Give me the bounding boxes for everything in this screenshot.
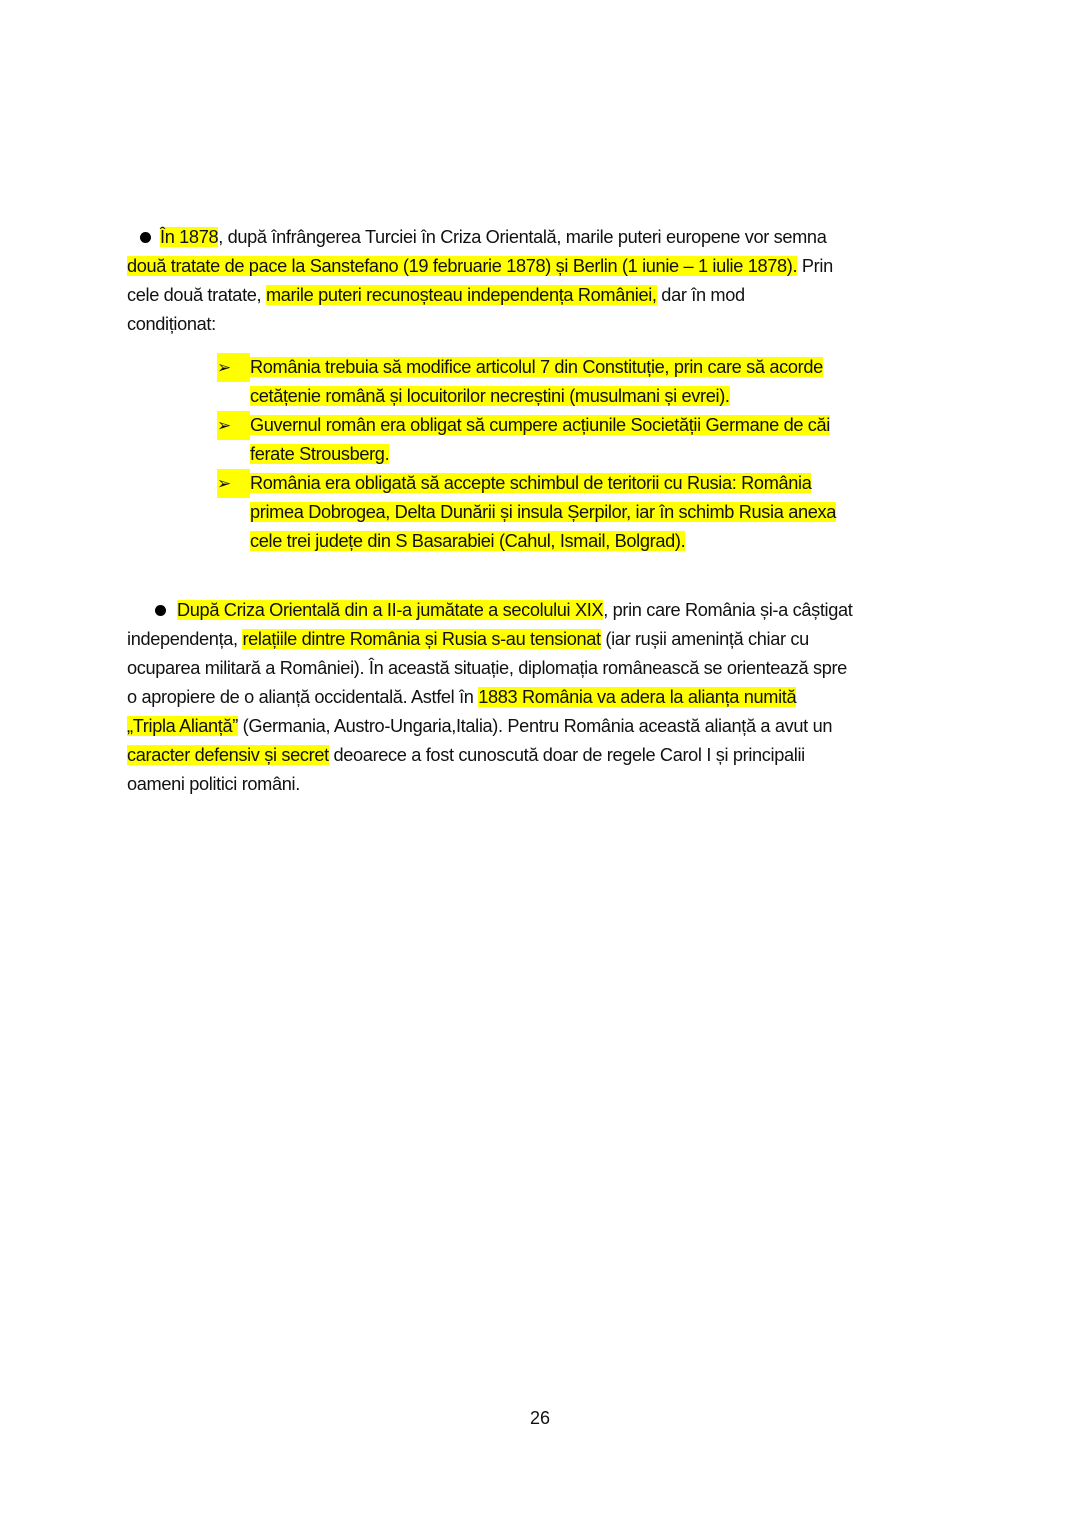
highlighted-text: După Criza Orientală din a II-a jumătate a secolului XIX: [177, 600, 604, 620]
text-span: (Germania, Austro-Ungaria,Italia). Pentru România această alianță a avut un: [237, 716, 833, 736]
text-line: [250, 527, 836, 556]
text-span: dar în mod: [656, 285, 745, 305]
condition-item: [217, 353, 836, 411]
text-line: [127, 596, 852, 625]
highlighted-text: România trebuia să modifice articolul 7 din Constituție, prin care să acorde: [250, 357, 823, 377]
conditions-list: [217, 353, 837, 556]
text-span: condiționat:: [127, 314, 216, 334]
text-span: cele două tratate,: [127, 285, 266, 305]
bullet-dot-icon: [140, 232, 151, 243]
highlighted-text: marile puteri recunoșteau independența României,: [265, 285, 657, 305]
condition-item: [217, 411, 836, 469]
paragraph-treaties: [127, 223, 833, 339]
highlighted-text: ferate Strousberg.: [250, 444, 390, 464]
arrow-bullet-icon: ➢: [217, 469, 250, 498]
bullet-dot-icon: [155, 605, 166, 616]
text-line: [127, 770, 852, 799]
highlighted-text: În 1878: [160, 227, 219, 247]
arrow-bullet-icon: ➢: [217, 353, 250, 382]
text-span: o apropiere de o alianță occidentală. Astfel în: [127, 687, 479, 707]
text-line: [127, 281, 833, 310]
highlighted-text: caracter defensiv și secret: [127, 745, 329, 765]
text-line: [250, 382, 836, 411]
text-span: Prin: [797, 256, 833, 276]
arrow-bullet-icon: ➢: [217, 411, 250, 440]
text-line: [217, 469, 836, 498]
text-span: , după înfrângerea Turciei în Criza Orientală, marile puteri europene vor semna: [218, 227, 827, 247]
text-line: [127, 223, 833, 252]
highlighted-text: cele trei județe din S Basarabiei (Cahul, Ismail, Bolgrad).: [250, 531, 686, 551]
highlighted-text: două tratate de pace la Sanstefano (19 februarie 1878) și Berlin (1 iunie – 1 iulie 1878).: [127, 256, 798, 276]
text-span: oameni politici români.: [127, 774, 300, 794]
highlighted-text: cetățenie română și locuitorilor necreștini (musulmani și evrei).: [250, 386, 730, 406]
text-line: [127, 741, 852, 770]
condition-item: [217, 469, 837, 556]
page-number: 26: [529, 1408, 551, 1428]
text-span: ocuparea militară a României). În această situație, diplomația românească se orientează spre: [127, 658, 847, 678]
highlighted-text: 1883 România va adera la alianța numită: [478, 687, 797, 707]
text-line: [250, 440, 836, 469]
highlighted-text: „Tripla Alianță”: [127, 716, 238, 736]
text-line: [127, 252, 833, 281]
text-line: [127, 712, 852, 741]
text-span: deoarece a fost cunoscută doar de regele Carol I și principalii: [328, 745, 805, 765]
paragraph-triple-alliance: [127, 596, 852, 799]
highlighted-text: relațiile dintre România și Rusia s-au tensionat: [242, 629, 601, 649]
highlighted-text: primea Dobrogea, Delta Dunării și insula Șerpilor, iar în schimb Rusia anexa: [250, 502, 837, 522]
text-span: independența,: [127, 629, 243, 649]
text-line: [127, 625, 852, 654]
text-line: [250, 498, 836, 527]
highlighted-text: România era obligată să accepte schimbul de teritorii cu Rusia: România: [250, 473, 812, 493]
highlighted-text: Guvernul român era obligat să cumpere acțiunile Societății Germane de căi: [250, 415, 831, 435]
text-span: (iar rușii amenință chiar cu: [600, 629, 809, 649]
text-line: [127, 654, 852, 683]
text-span: , prin care România și-a câștigat: [603, 600, 853, 620]
text-line: [217, 353, 836, 382]
text-line: [217, 411, 836, 440]
text-line: [127, 683, 852, 712]
text-line: [127, 310, 833, 339]
